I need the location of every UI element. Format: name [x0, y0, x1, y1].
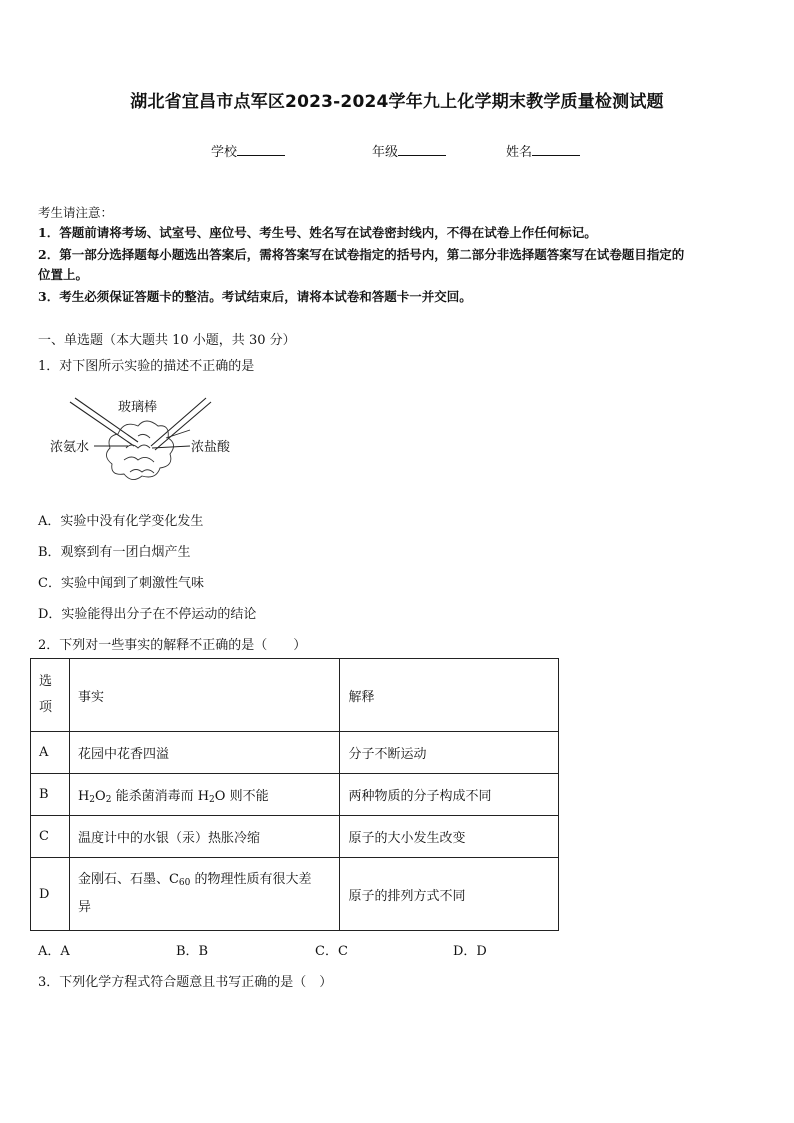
notice-item: 2．第一部分选择题每小题选出答案后，需将答案写在试卷指定的括号内，第二部分非选择题答案写在试卷题目指定的	[38, 247, 685, 262]
table-row	[31, 858, 559, 931]
name-blank[interactable]	[532, 143, 580, 156]
school-field	[211, 141, 285, 160]
name-field	[506, 141, 580, 160]
notice-item: 位置上。	[38, 267, 89, 282]
q2-choice-b[interactable]: B．B	[176, 944, 209, 959]
row-option: B	[31, 774, 70, 816]
table-row	[31, 816, 559, 858]
row-option: A	[31, 732, 70, 774]
page-title: 湖北省宜昌市点军区2023-2024学年九上化学期末教学质量检测试题	[130, 92, 664, 112]
header-option	[31, 659, 70, 732]
q1-option-d[interactable]: D．实验能得出分子在不停运动的结论	[38, 607, 257, 622]
header-fact: 事实	[69, 659, 339, 732]
q2-table	[30, 658, 559, 931]
grade-blank[interactable]	[398, 143, 446, 156]
grade-field	[372, 141, 446, 160]
header-explanation: 解释	[340, 659, 559, 732]
notice-item: 3．考生必须保证答题卡的整洁。考试结束后，请将本试卷和答题卡一并交回。	[38, 289, 472, 304]
question-3-stem: 3．下列化学方程式符合题意且书写正确的是（ ）	[38, 975, 333, 990]
question-1-stem: 1．对下图所示实验的描述不正确的是	[38, 359, 255, 374]
q2-choice-c[interactable]: C．C	[315, 944, 348, 959]
row-explanation: 分子不断运动	[340, 732, 559, 774]
q2-choice-a[interactable]: A．A	[38, 944, 70, 959]
row-explanation: 原子的大小发生改变	[340, 816, 559, 858]
row-fact: 温度计中的水银（汞）热胀冷缩	[69, 816, 339, 858]
row-fact: 金刚石、石墨、$C_{60}$ 的物理性质有很大差 异	[69, 858, 339, 931]
school-blank[interactable]	[237, 143, 285, 156]
ammonia-label: 浓氨水	[50, 440, 90, 455]
table-row	[31, 732, 559, 774]
section-heading: 一、单选题（本大题共 10 小题，共 30 分）	[38, 333, 296, 348]
rod-label: 玻璃棒	[118, 400, 158, 415]
q1-option-b[interactable]: B．观察到有一团白烟产生	[38, 545, 191, 560]
row-option: D	[31, 858, 70, 931]
row-explanation: 两种物质的分子构成不同	[340, 774, 559, 816]
grade-label: 年级	[372, 145, 399, 160]
school-label: 学校	[211, 145, 238, 160]
table-row	[31, 774, 559, 816]
hydrochloric-acid-label: 浓盐酸	[191, 440, 231, 455]
row-fact: $H_2O_2$ 能杀菌消毒而 $H_2O$ 则不能	[69, 774, 339, 816]
header-option-line1: 选	[39, 674, 53, 689]
q1-option-c[interactable]: C．实验中闻到了刺激性气味	[38, 576, 204, 591]
name-label: 姓名	[506, 145, 533, 160]
table-header-row	[31, 659, 559, 732]
notice-item: 1．答题前请将考场、试室号、座位号、考生号、姓名写在试卷密封线内，不得在试卷上作任何标记。	[38, 225, 597, 240]
q1-option-a[interactable]: A．实验中没有化学变化发生	[38, 514, 204, 529]
q2-choice-d[interactable]: D．D	[453, 944, 487, 959]
question-2-stem: 2．下列对一些事实的解释不正确的是（ ）	[38, 638, 307, 653]
experiment-figure	[48, 390, 248, 495]
row-option: C	[31, 816, 70, 858]
header-option-line2: 项	[39, 700, 53, 715]
row-fact: 花园中花香四溢	[69, 732, 339, 774]
notice-heading: 考生请注意：	[38, 205, 114, 220]
row-explanation: 原子的排列方式不同	[340, 858, 559, 931]
